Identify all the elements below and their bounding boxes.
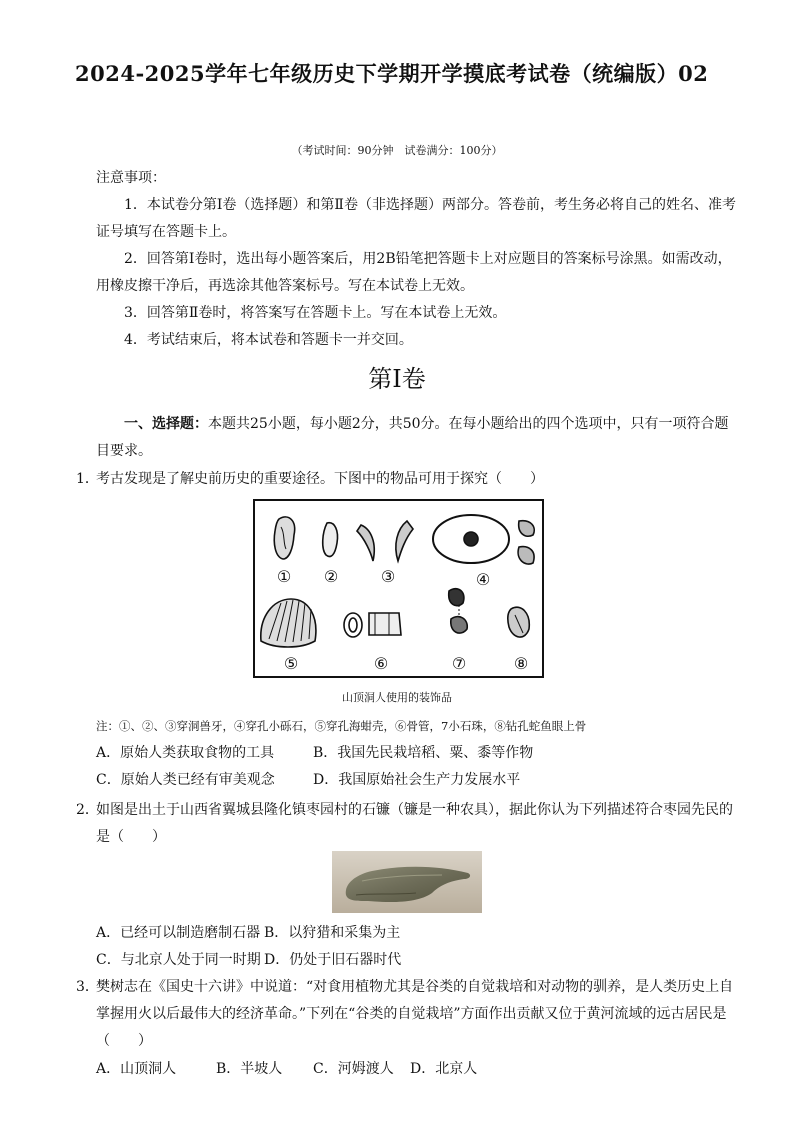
figure-label-5: ⑤ [283, 654, 299, 673]
question-2 [76, 797, 736, 851]
section-instructions [96, 411, 736, 465]
figure-label-7: ⑦ [451, 654, 467, 673]
question-number: 2． [76, 802, 99, 818]
option-c: C．与北京人处于同一时期 [96, 952, 261, 968]
stone-sickle-photo [332, 851, 482, 913]
figure-caption: 山顶洞人使用的装饰品 [342, 691, 452, 704]
figure-label-1: ① [276, 567, 292, 586]
option-b: B．我国先民栽培稻、粟、黍等作物 [313, 745, 534, 761]
notice-heading: 注意事项： [96, 170, 166, 186]
figure-label-8: ⑧ [513, 654, 529, 673]
figure-label-3: ③ [380, 567, 396, 586]
option-c: C．原始人类已经有审美观念 [96, 772, 275, 788]
figure-label-2: ② [323, 567, 339, 586]
question-stem: 樊树志在《国史十六讲》中说道：“对食用植物尤其是谷类的自觉栽培和对动物的驯养，是人类历史上自掌握用火以后最伟大的经济革命。”下列在“谷类的自觉栽培”方面作出贡献又位于黄河流域的远古居民是（ ） [96, 979, 734, 1049]
question-number: 1． [76, 471, 99, 487]
option-c: C．河姆渡人 [313, 1061, 394, 1077]
section-lead: 一、选择题： [124, 416, 208, 432]
option-b: B．半坡人 [216, 1061, 283, 1077]
option-a: A．山顶洞人 [96, 1061, 177, 1077]
option-a: A．已经可以制造磨制石器 [96, 925, 261, 941]
notice-item-1: 1．本试卷分第Ⅰ卷（选择题）和第Ⅱ卷（非选择题）两部分。答卷前，考生务必将自己的姓名、准考证号填写在答题卡上。 [96, 197, 736, 240]
page-title: 2024-2025学年七年级历史下学期开学摸底考试卷（统编版）02 [75, 61, 709, 86]
option-d: D．仍处于旧石器时代 [264, 952, 402, 968]
question-3 [76, 974, 736, 1055]
figure-label-4: ④ [475, 570, 491, 589]
section-text: 本题共25小题，每小题2分，共50分。在每小题给出的四个选项中，只有一项符合题目要求。 [96, 416, 729, 459]
option-d: D．我国原始社会生产力发展水平 [313, 772, 521, 788]
exam-meta: （考试时间：90分钟 试卷满分：100分） [291, 144, 503, 157]
figure-label-6: ⑥ [373, 654, 389, 673]
option-d: D．北京人 [410, 1061, 478, 1077]
figure-note: 注：①、②、③穿洞兽牙，④穿孔小砾石，⑤穿孔海蚶壳，⑥骨管，7小石珠，⑧钻孔蛇鱼眼上骨 [96, 719, 587, 733]
notice-item-4: 4．考试结束后，将本试卷和答题卡一并交回。 [124, 332, 413, 348]
notice-item-3: 3．回答第Ⅱ卷时，将答案写在答题卡上。写在本试卷上无效。 [124, 305, 507, 321]
question-1 [76, 466, 736, 493]
ornaments-figure [253, 499, 544, 678]
question-number: 3． [76, 979, 99, 995]
option-a: A．原始人类获取食物的工具 [96, 745, 275, 761]
notice-item-2: 2．回答第Ⅰ卷时，选出每小题答案后，用2B铅笔把答题卡上对应题目的答案标号涂黑。如需改动，用橡皮擦干净后，再选涂其他答案标号。写在本试卷上无效。 [96, 251, 732, 294]
option-b: B．以狩猎和采集为主 [264, 925, 401, 941]
volume-title: 第Ⅰ卷 [368, 365, 426, 393]
question-stem: 考古发现是了解史前历史的重要途径。下图中的物品可用于探究（ ） [96, 471, 544, 487]
question-stem: 如图是出土于山西省翼城县隆化镇枣园村的石镰（镰是一种农具），据此你认为下列描述符合枣园先民的是（ ） [96, 802, 733, 845]
